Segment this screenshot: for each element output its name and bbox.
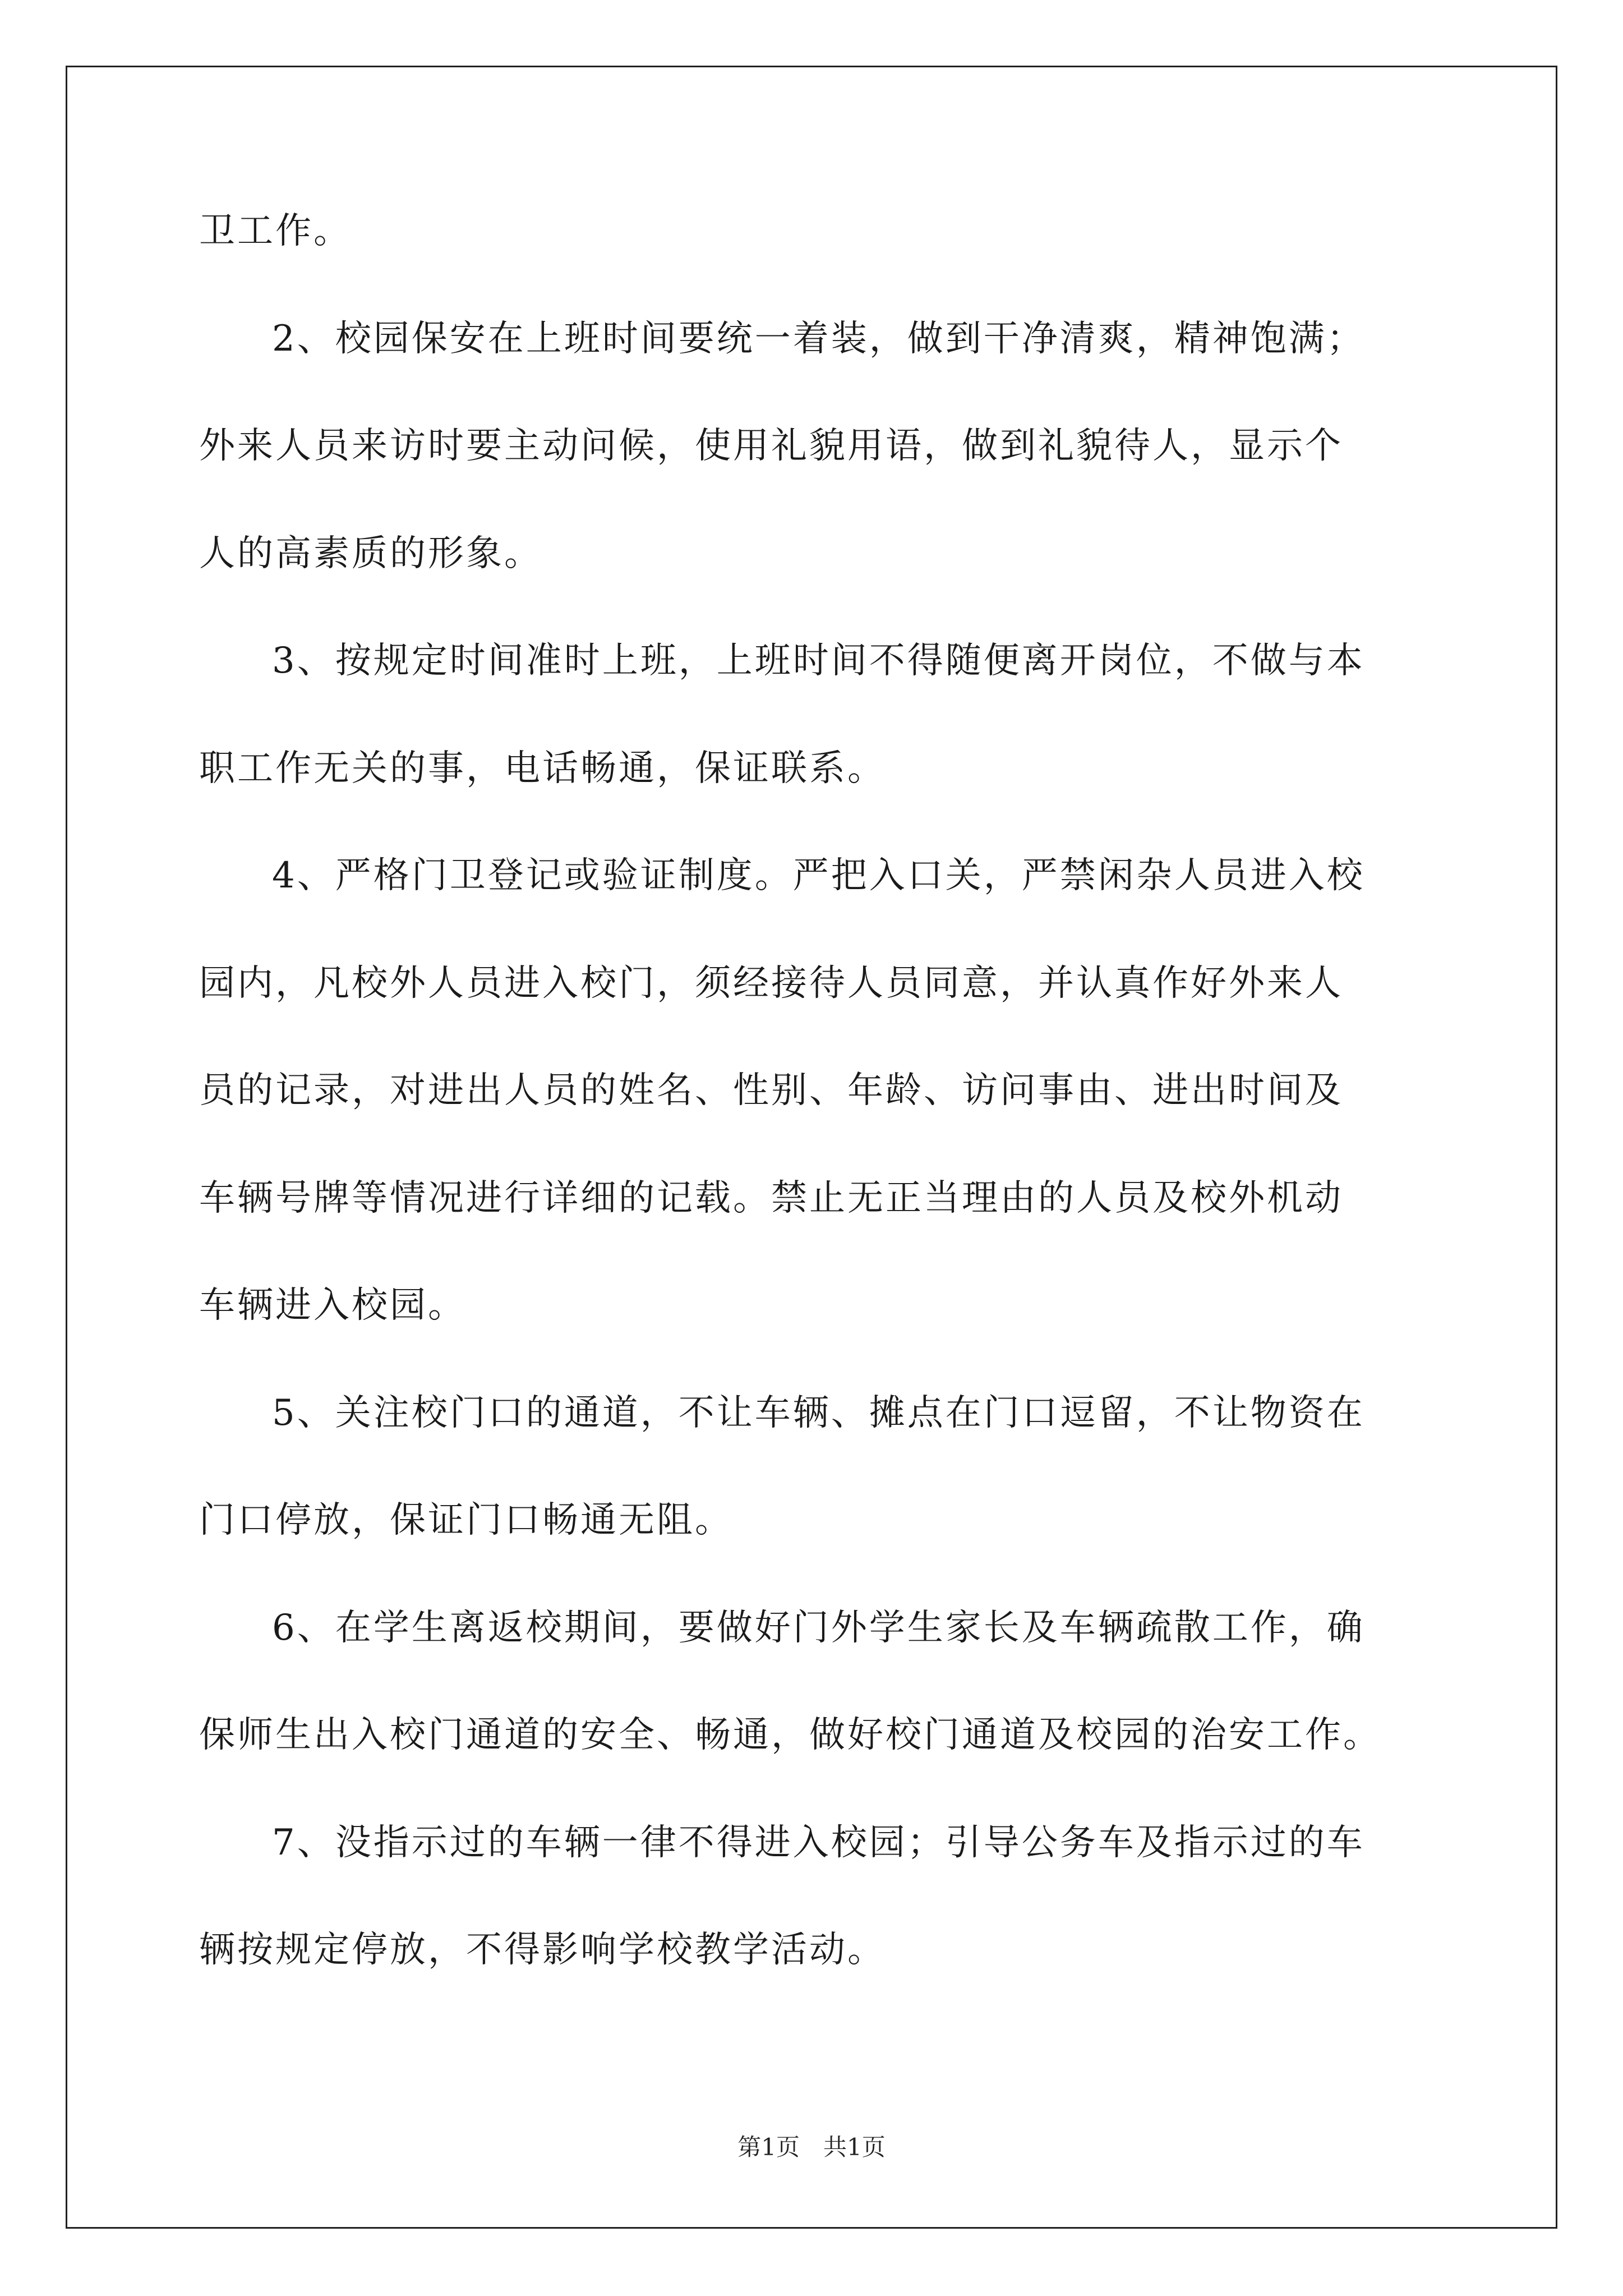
text-line: 5、关注校门口的通道，不让车辆、摊点在门口逗留，不让物资在 xyxy=(272,1392,1365,1434)
text-line: 卫工作。 xyxy=(199,210,352,252)
text-line: 人的高素质的形象。 xyxy=(199,533,542,574)
text-line: 职工作无关的事，电话畅通，保证联系。 xyxy=(199,748,886,789)
text-line: 园内，凡校外人员进入校门，须经接待人员同意，并认真作好外来人 xyxy=(199,963,1343,1004)
text-line: 2、校园保安在上班时间要统一着装，做到干净清爽，精神饱满； xyxy=(272,318,1365,360)
text-line: 3、按规定时间准时上班，上班时间不得随便离开岗位，不做与本 xyxy=(272,640,1365,682)
text-line: 保师生出入校门通道的安全、畅通，做好校门通道及校园的治安工作。 xyxy=(199,1714,1381,1756)
page-number-footer: 第1页 共1页 xyxy=(737,2133,886,2161)
text-line: 7、没指示过的车辆一律不得进入校园；引导公务车及指示过的车 xyxy=(272,1822,1365,1864)
text-line: 车辆号牌等情况进行详细的记载。禁止无正当理由的人员及校外机动 xyxy=(199,1177,1343,1219)
text-line: 车辆进入校园。 xyxy=(199,1285,466,1326)
text-line: 6、在学生离返校期间，要做好门外学生家长及车辆疏散工作，确 xyxy=(272,1607,1365,1649)
text-line: 外来人员来访时要主动问候，使用礼貌用语，做到礼貌待人，显示个 xyxy=(199,425,1343,467)
text-line: 门口停放，保证门口畅通无阻。 xyxy=(199,1499,733,1541)
page-border xyxy=(66,66,1557,2229)
text-line: 4、严格门卫登记或验证制度。严把入口关，严禁闲杂人员进入校 xyxy=(272,855,1365,896)
text-line: 辆按规定停放，不得影响学校教学活动。 xyxy=(199,1929,886,1971)
text-line: 员的记录，对进出人员的姓名、性别、年龄、访问事由、进出时间及 xyxy=(199,1070,1343,1111)
